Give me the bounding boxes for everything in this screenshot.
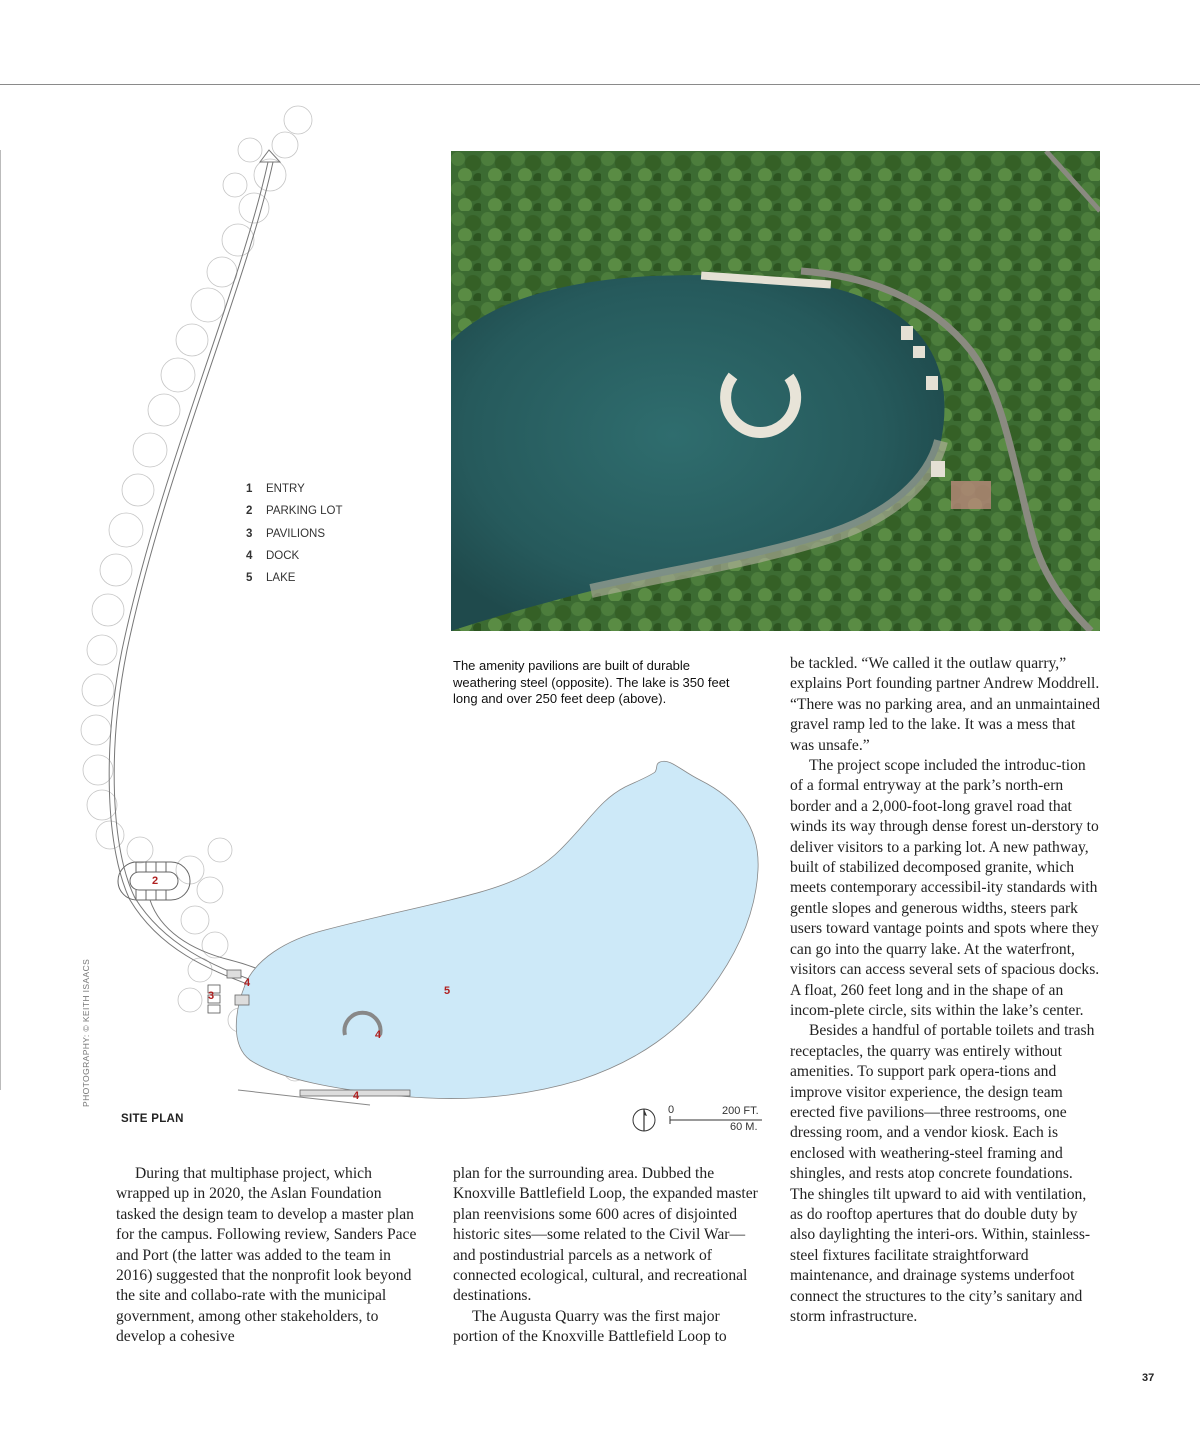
tree-canopy-outlines	[81, 106, 312, 1081]
site-plan-title: SITE PLAN	[121, 1113, 184, 1125]
article-column-1	[116, 1164, 418, 1348]
scale-feet-label: 200 FT.	[722, 1105, 759, 1117]
legend-number: 2	[246, 505, 253, 518]
paragraph: The Augusta Quarry was the first major portion of the Knoxville Battlefield Loop to	[453, 1307, 727, 1346]
aerial-photo-svg	[451, 151, 1100, 631]
paragraph: plan for the surrounding area. Dubbed the Knoxville Battlefield Loop, the expanded master plan reenvisions some 600 acres of disjointed historic sites—some related to the Civil War—and postindustrial parcels as a network of connected ecological, cultural, and recreational destinations.	[453, 1165, 758, 1305]
marker-dock-2: 4	[375, 1029, 382, 1041]
legend-item-lake	[246, 567, 342, 589]
legend-number: 5	[246, 572, 253, 585]
legend-item-dock	[246, 545, 342, 567]
scale-zero-label: 0	[668, 1104, 675, 1116]
lake-shape	[236, 761, 758, 1098]
legend-item-parking-lot	[246, 500, 342, 522]
legend-label: ENTRY	[266, 483, 305, 496]
scale-meters-label: 60 M.	[730, 1121, 758, 1133]
legend-item-pavilions	[246, 523, 342, 545]
legend-number: 1	[246, 483, 253, 496]
left-rule	[0, 150, 1, 1090]
page-number: 37	[1142, 1372, 1155, 1384]
marker-dock-1: 4	[244, 977, 251, 989]
paragraph: be tackled. “We called it the outlaw quarry,” explains Port founding partner Andrew Moddrell. “There was no parking area, and an unmaintained gravel ramp led to the lake. It was a mess that was unsafe.”	[790, 655, 1101, 754]
legend-label: PARKING LOT	[266, 505, 343, 518]
paragraph: The project scope included the introduc-tion of a formal entryway at the park’s north-ern border and a 2,000-foot-long gravel road that winds its way through dense forest un-derstory to deliver visitors to a parking lot. A new pathway, built of stabilized decomposed granite, which meets contemporary accessibil-ity standards with gentle slopes and generous widths, steers park users toward vantage points and spots where they can go into the quarry lake. At the waterfront, visitors can access several sets of spacious docks. A float, 260 feet long and in the shape of an incom-plete circle, sits within the lake’s center.	[790, 757, 1100, 1019]
legend-item-entry	[246, 478, 342, 500]
legend-number: 3	[246, 527, 253, 540]
site-plan-legend	[246, 478, 342, 589]
marker-pavilions: 3	[208, 990, 215, 1002]
photo-caption: The amenity pavilions are built of durable weathering steel (opposite). The lake is 350 feet long and over 250 feet deep (above).	[453, 658, 730, 706]
paragraph: During that multiphase project, which wrapped up in 2020, the Aslan Foundation tasked the design team to develop a master plan for the campus. Following review, Sanders Pace and Port (the latter was added to the team in 2016) suggested that the nonprofit look beyond the site and collabo-rate with the municipal government, among other stakeholders, to develop a cohesive	[116, 1165, 417, 1346]
marker-parking: 2	[152, 875, 159, 887]
legend-label: LAKE	[266, 572, 296, 585]
aerial-photo	[451, 151, 1100, 631]
marker-lake: 5	[444, 985, 451, 997]
top-rule	[0, 84, 1200, 85]
article-column-2	[453, 1164, 765, 1348]
legend-label: PAVILIONS	[266, 527, 326, 540]
legend-label: DOCK	[266, 550, 300, 563]
marker-dock-3: 4	[353, 1090, 360, 1102]
scale-bar	[632, 1104, 772, 1140]
paragraph: Besides a handful of portable toilets and trash receptacles, the quarry was entirely without amenities. To support park opera-tions and improve visitor experience, the design team erected five pavilions—three restrooms, one dressing room, and a vendor kiosk. Each is enclosed with weathering-steel framing and shingles, and rests atop concrete foundations. The shingles tilt upward to aid with ventilation, as do rooftop apertures that do double duty by also daylighting the interi-ors. Within, stainless-steel fixtures facilitate straightforward maintenance, and drainage systems underfoot connect the structures to the city’s sanitary and storm infrastructure.	[790, 1022, 1095, 1325]
article-column-3	[790, 654, 1100, 1327]
photo-credit: PHOTOGRAPHY: © KEITH ISAACS	[81, 958, 91, 1107]
legend-number: 4	[246, 550, 253, 563]
